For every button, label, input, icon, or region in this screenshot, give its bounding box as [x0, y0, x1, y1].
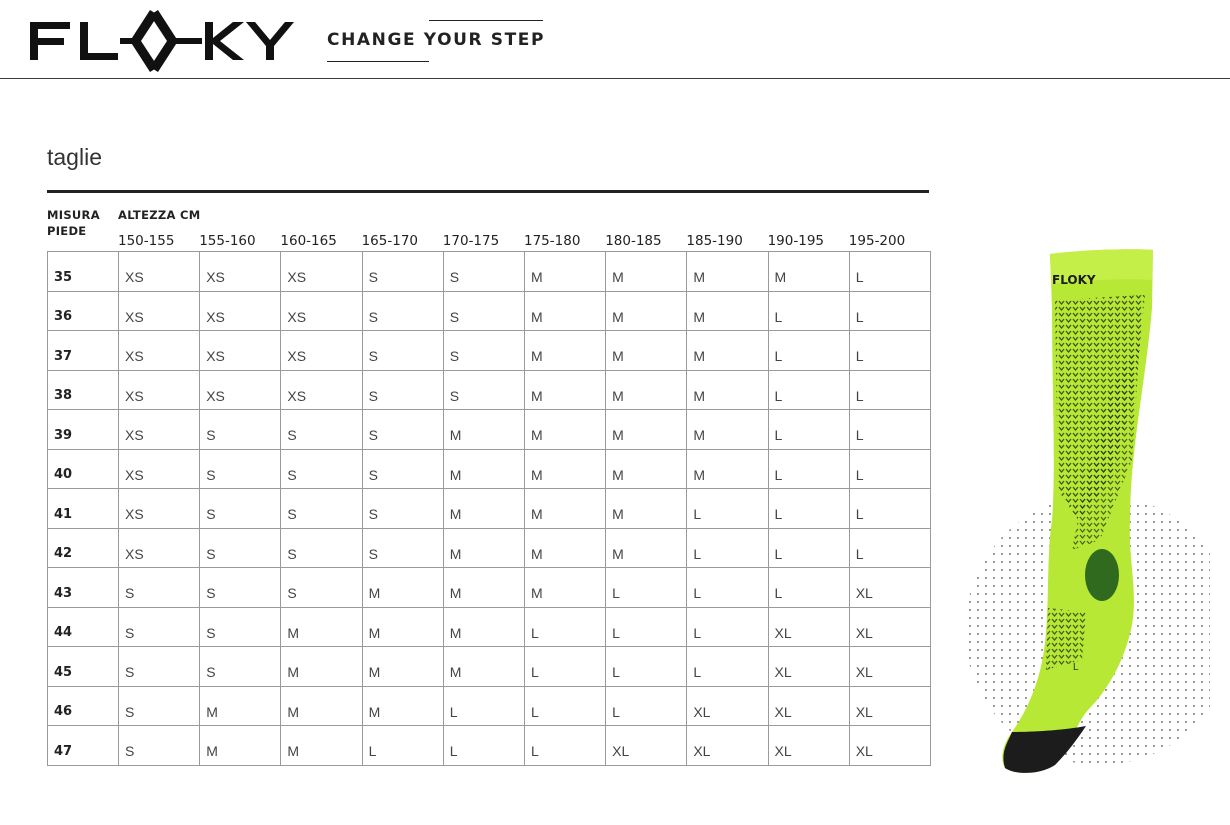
foot-size-label-line1: MISURA: [47, 208, 100, 222]
size-cell: M: [524, 568, 605, 608]
tagline: CHANGE YOUR STEP: [327, 30, 546, 50]
tagline-bottom-rule: [327, 61, 429, 62]
height-label: ALTEZZA CM: [118, 208, 201, 222]
size-cell: S: [119, 726, 200, 766]
size-cell: XS: [200, 252, 281, 292]
foot-size-cell: 45: [48, 647, 119, 687]
size-cell: XL: [687, 726, 768, 766]
size-cell: XS: [200, 370, 281, 410]
sock-heel-patch: [1085, 549, 1119, 601]
size-cell: M: [362, 647, 443, 687]
table-row: [48, 686, 931, 726]
size-cell: M: [362, 686, 443, 726]
size-cell: L: [606, 647, 687, 687]
foot-size-cell: 36: [48, 291, 119, 331]
foot-size-cell: 44: [48, 607, 119, 647]
size-cell: L: [524, 686, 605, 726]
size-cell: M: [200, 726, 281, 766]
size-cell: M: [768, 252, 849, 292]
foot-size-cell: 35: [48, 252, 119, 292]
size-cell: S: [362, 291, 443, 331]
column-header: 185-190: [686, 233, 743, 249]
size-cell: XL: [849, 647, 930, 687]
size-cell: S: [443, 331, 524, 371]
size-cell: M: [362, 568, 443, 608]
size-cell: M: [606, 489, 687, 529]
sock-product-image: [960, 240, 1210, 785]
size-cell: S: [362, 410, 443, 450]
column-header: 150-155: [118, 233, 175, 249]
size-cell: L: [768, 410, 849, 450]
size-cell: L: [849, 370, 930, 410]
size-cell: XS: [281, 252, 362, 292]
size-cell: L: [443, 686, 524, 726]
size-cell: S: [443, 252, 524, 292]
sock-brand-text: FLOKY: [1052, 273, 1096, 287]
size-cell: L: [687, 647, 768, 687]
size-cell: L: [849, 252, 930, 292]
size-cell: S: [200, 528, 281, 568]
size-cell: S: [281, 528, 362, 568]
site-header: [0, 0, 1230, 79]
sock-size-mark: L: [1073, 662, 1079, 673]
column-header: 180-185: [605, 233, 662, 249]
size-cell: M: [524, 370, 605, 410]
foot-size-cell: 42: [48, 528, 119, 568]
size-cell: L: [524, 607, 605, 647]
size-cell: M: [606, 449, 687, 489]
size-cell: XS: [119, 528, 200, 568]
size-cell: S: [362, 252, 443, 292]
size-cell: XL: [768, 607, 849, 647]
size-cell: M: [443, 410, 524, 450]
size-cell: L: [768, 528, 849, 568]
size-cell: L: [768, 489, 849, 529]
size-cell: XS: [119, 410, 200, 450]
size-cell: S: [362, 331, 443, 371]
size-cell: XL: [687, 686, 768, 726]
size-cell: S: [200, 489, 281, 529]
size-cell: L: [849, 528, 930, 568]
foot-size-cell: 37: [48, 331, 119, 371]
size-cell: S: [443, 370, 524, 410]
size-cell: M: [443, 607, 524, 647]
size-table: [47, 251, 931, 766]
column-header: 160-165: [280, 233, 337, 249]
size-cell: M: [362, 607, 443, 647]
size-cell: XS: [119, 489, 200, 529]
size-cell: XS: [200, 291, 281, 331]
size-cell: XL: [849, 607, 930, 647]
size-cell: XL: [768, 686, 849, 726]
size-cell: M: [687, 370, 768, 410]
tagline-top-rule: [429, 20, 543, 21]
size-cell: L: [849, 489, 930, 529]
size-cell: M: [687, 291, 768, 331]
size-cell: L: [443, 726, 524, 766]
size-cell: XL: [768, 647, 849, 687]
size-cell: L: [606, 568, 687, 608]
size-cell: XL: [768, 726, 849, 766]
size-cell: M: [200, 686, 281, 726]
table-row: [48, 607, 931, 647]
brand-logo[interactable]: [30, 10, 305, 72]
size-cell: M: [606, 291, 687, 331]
size-cell: L: [849, 410, 930, 450]
foot-size-cell: 43: [48, 568, 119, 608]
size-cell: M: [606, 528, 687, 568]
size-cell: L: [687, 489, 768, 529]
table-row: [48, 410, 931, 450]
size-cell: S: [362, 449, 443, 489]
table-row: [48, 291, 931, 331]
size-cell: L: [768, 291, 849, 331]
table-row: [48, 331, 931, 371]
size-cell: XS: [119, 331, 200, 371]
size-cell: M: [524, 410, 605, 450]
tagline-block: [327, 20, 546, 64]
table-row: [48, 370, 931, 410]
size-cell: S: [200, 449, 281, 489]
size-cell: M: [687, 449, 768, 489]
size-cell: L: [524, 647, 605, 687]
foot-size-cell: 41: [48, 489, 119, 529]
size-cell: M: [524, 528, 605, 568]
size-cell: S: [281, 449, 362, 489]
size-cell: XS: [119, 252, 200, 292]
size-cell: S: [443, 291, 524, 331]
size-cell: L: [849, 331, 930, 371]
size-cell: L: [768, 449, 849, 489]
size-cell: L: [849, 449, 930, 489]
size-cell: L: [768, 568, 849, 608]
size-cell: XS: [281, 370, 362, 410]
size-cell: L: [687, 568, 768, 608]
size-cell: S: [281, 489, 362, 529]
table-row: [48, 489, 931, 529]
size-cell: XL: [849, 568, 930, 608]
size-cell: S: [119, 647, 200, 687]
table-row: [48, 449, 931, 489]
size-cell: S: [119, 607, 200, 647]
size-cell: M: [443, 647, 524, 687]
size-cell: M: [524, 252, 605, 292]
foot-size-cell: 39: [48, 410, 119, 450]
size-cell: M: [687, 331, 768, 371]
column-header: 190-195: [767, 233, 824, 249]
size-cell: L: [768, 370, 849, 410]
foot-size-label: [47, 207, 100, 239]
size-cell: XS: [119, 370, 200, 410]
size-cell: S: [362, 489, 443, 529]
size-cell: S: [281, 568, 362, 608]
size-cell: M: [606, 331, 687, 371]
size-cell: XS: [119, 291, 200, 331]
size-cell: M: [281, 647, 362, 687]
column-header: 195-200: [848, 233, 906, 249]
size-cell: M: [524, 331, 605, 371]
size-cell: L: [849, 291, 930, 331]
size-cell: M: [443, 528, 524, 568]
table-row: [48, 647, 931, 687]
table-row: [48, 252, 931, 292]
foot-size-cell: 47: [48, 726, 119, 766]
size-cell: L: [768, 331, 849, 371]
size-cell: XL: [606, 726, 687, 766]
size-cell: XL: [849, 726, 930, 766]
size-cell: M: [606, 410, 687, 450]
size-cell: L: [606, 686, 687, 726]
size-cell: M: [443, 489, 524, 529]
size-cell: M: [606, 370, 687, 410]
table-row: [48, 528, 931, 568]
table-row: [48, 726, 931, 766]
size-cell: S: [119, 568, 200, 608]
size-cell: M: [281, 686, 362, 726]
size-cell: S: [200, 410, 281, 450]
column-header: 170-175: [442, 233, 500, 249]
size-cell: M: [606, 252, 687, 292]
section-title: taglie: [47, 144, 102, 170]
size-cell: S: [200, 647, 281, 687]
size-cell: S: [362, 528, 443, 568]
size-cell: L: [687, 607, 768, 647]
size-cell: L: [362, 726, 443, 766]
size-cell: M: [281, 726, 362, 766]
size-cell: M: [687, 252, 768, 292]
size-cell: XL: [849, 686, 930, 726]
size-cell: S: [200, 607, 281, 647]
foot-size-cell: 40: [48, 449, 119, 489]
size-cell: M: [524, 449, 605, 489]
foot-size-label-line2: PIEDE: [47, 224, 87, 238]
size-cell: M: [281, 607, 362, 647]
size-cell: L: [687, 528, 768, 568]
size-cell: S: [200, 568, 281, 608]
size-table-body: [48, 252, 931, 766]
section-divider: [47, 190, 929, 193]
size-cell: S: [281, 410, 362, 450]
size-cell: XS: [281, 331, 362, 371]
size-cell: XS: [200, 331, 281, 371]
size-cell: S: [119, 686, 200, 726]
size-cell: M: [443, 449, 524, 489]
size-cell: S: [362, 370, 443, 410]
column-header: 175-180: [524, 233, 581, 249]
size-cell: M: [443, 568, 524, 608]
size-cell: XS: [281, 291, 362, 331]
size-cell: M: [687, 410, 768, 450]
size-cell: M: [524, 291, 605, 331]
size-cell: XS: [119, 449, 200, 489]
size-cell: M: [524, 489, 605, 529]
foot-size-cell: 38: [48, 370, 119, 410]
column-header: 155-160: [199, 233, 256, 249]
size-cell: L: [606, 607, 687, 647]
foot-size-cell: 46: [48, 686, 119, 726]
size-cell: L: [524, 726, 605, 766]
table-row: [48, 568, 931, 608]
column-header: 165-170: [361, 233, 418, 249]
